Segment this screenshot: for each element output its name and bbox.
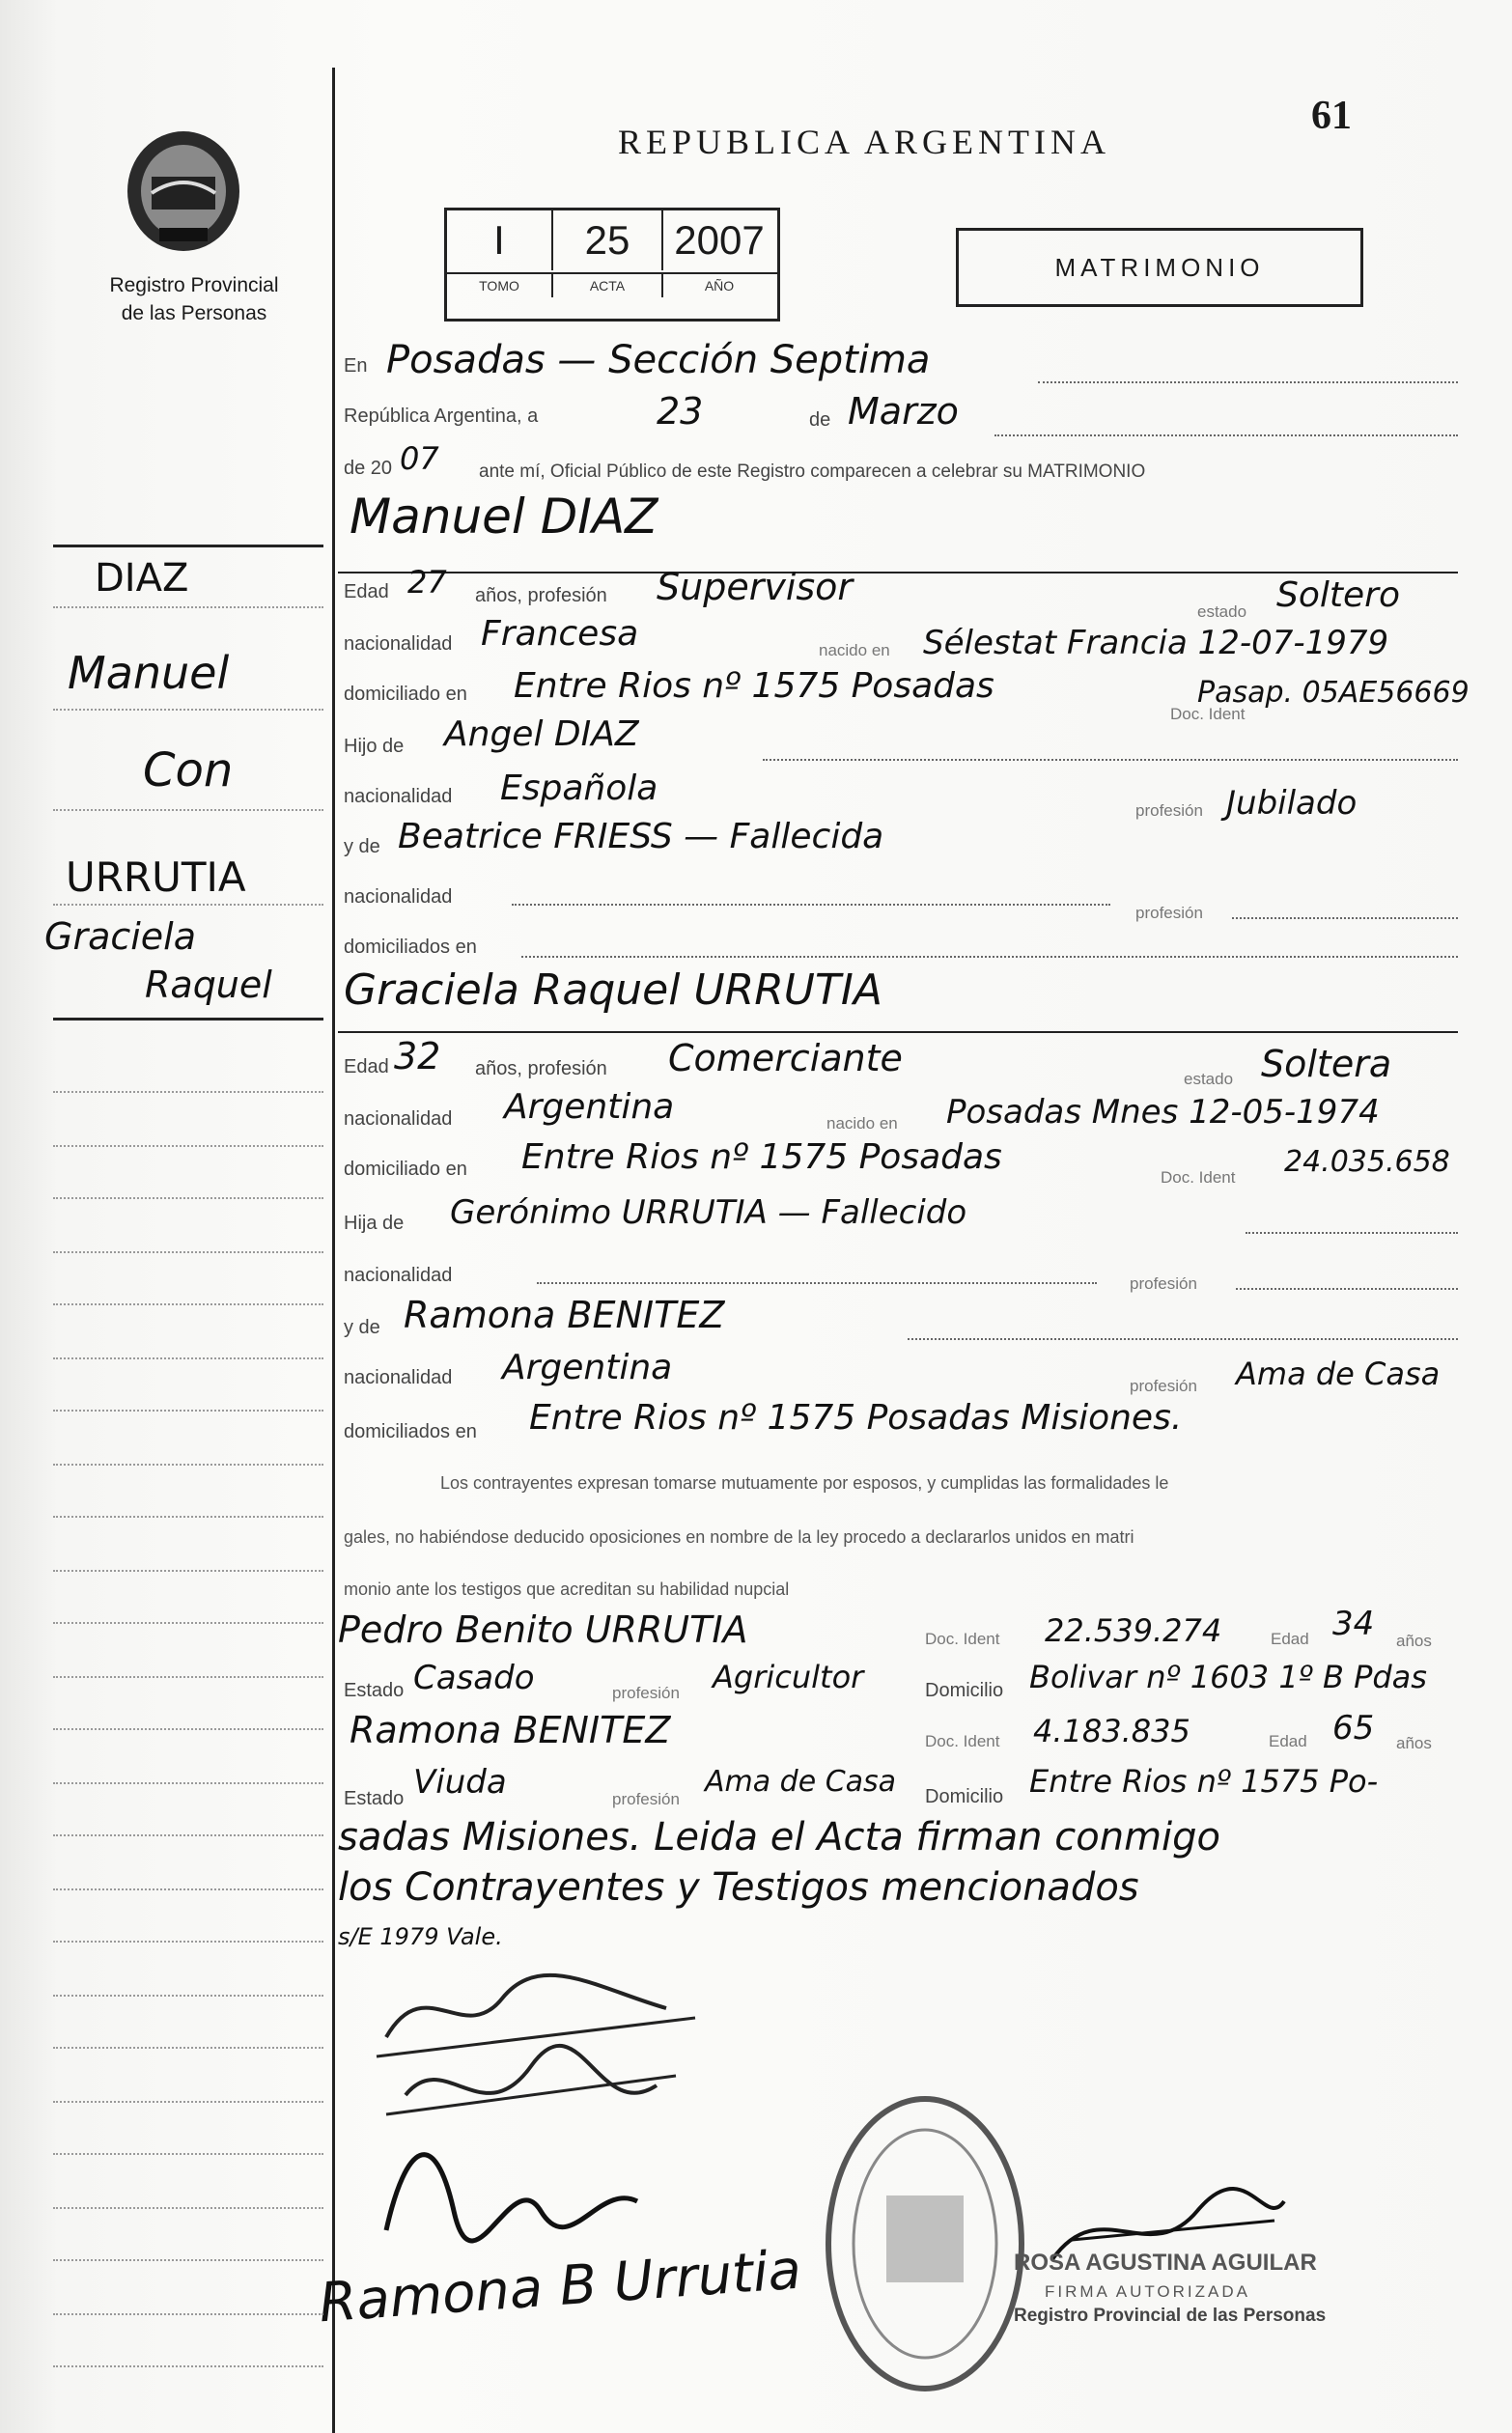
bride-father: Gerónimo URRUTIA — Fallecido: [450, 1193, 967, 1232]
label-edad-2: Edad: [344, 1056, 389, 1077]
label-anos-profesion: años, profesión: [475, 585, 607, 606]
label-profesion-6: profesión: [612, 1790, 680, 1808]
witness1-state: Casado: [413, 1659, 535, 1697]
label-y-de-2: y de: [344, 1317, 380, 1338]
page-number: 61: [1311, 94, 1352, 138]
label-republica: República Argentina, a: [344, 406, 539, 427]
bride-birth: Posadas Mnes 12-05-1974: [946, 1093, 1380, 1132]
label-profesion-4: profesión: [1130, 1377, 1197, 1395]
label-nacionalidad-5: nacionalidad: [344, 1265, 453, 1286]
groom-age: 27: [407, 564, 447, 601]
label-hijo-de: Hijo de: [344, 736, 405, 757]
bride-parents-address: Entre Rios nº 1575 Posadas Misiones.: [529, 1398, 1183, 1438]
label-profesion-3: profesión: [1130, 1274, 1197, 1293]
label-domicilio: Domicilio: [925, 1680, 1004, 1701]
bride-signature: Ramona B Urrutia: [317, 2238, 803, 2335]
label-anos-profesion-2: años, profesión: [475, 1058, 607, 1079]
place-value: Posadas — Sección Septima: [386, 338, 931, 382]
registry-line2: de las Personas: [121, 302, 267, 324]
margin-surname2: URRUTIA: [66, 853, 246, 901]
label-en: En: [344, 355, 368, 377]
bride-name: Graciela Raquel URRUTIA: [344, 965, 882, 1015]
groom-doc: Pasap. 05AE56669: [1197, 676, 1470, 710]
bride-nationality: Argentina: [504, 1087, 675, 1127]
label-doc-ident-2: Doc. Ident: [1161, 1168, 1236, 1187]
ante-text: ante mí, Oficial Público de este Registro comparecen a celebrar su MATRIMONIO: [479, 461, 1146, 482]
label-nacionalidad-6: nacionalidad: [344, 1367, 453, 1388]
label-nacionalidad-3: nacionalidad: [344, 886, 453, 908]
label-edad: Edad: [344, 581, 389, 602]
bride-profession: Comerciante: [668, 1037, 903, 1079]
label-estado-cap-2: Estado: [344, 1788, 405, 1809]
label-de: de: [809, 409, 831, 431]
label-profesion-2: profesión: [1135, 904, 1203, 922]
label-estado-2: estado: [1184, 1070, 1234, 1088]
label-estado: estado: [1197, 602, 1247, 621]
label-edad-3: Edad: [1271, 1630, 1309, 1648]
label-nacionalidad-4: nacionalidad: [344, 1108, 453, 1130]
month-value: Marzo: [848, 390, 959, 433]
witness1-doc: 22.539.274: [1045, 1612, 1222, 1649]
bride-mother-nationality: Argentina: [502, 1348, 673, 1387]
groom-father-profession: Jubilado: [1226, 784, 1358, 823]
acta-label: ACTA: [553, 274, 663, 297]
ano-value: 2007: [674, 217, 765, 263]
acta-value: 25: [553, 210, 663, 270]
tomo-value: I: [447, 210, 553, 270]
label-estado-cap: Estado: [344, 1680, 405, 1701]
label-doc-ident-4: Doc. Ident: [925, 1732, 1000, 1750]
statement-line1: Los contrayentes expresan tomarse mutuamente por esposos, y cumplidas las formalidades le: [440, 1473, 1169, 1493]
closing-line3: s/E 1979 Vale.: [338, 1923, 503, 1950]
groom-state: Soltero: [1276, 575, 1400, 615]
groom-nationality: Francesa: [481, 614, 639, 654]
act-type-box: MATRIMONIO: [956, 228, 1363, 307]
label-domicilio-2: Domicilio: [925, 1786, 1004, 1807]
bride-state: Soltera: [1261, 1043, 1392, 1085]
official-office: Registro Provincial de las Personas: [1014, 2306, 1327, 2326]
official-name: ROSA AGUSTINA AGUILAR: [1014, 2250, 1317, 2276]
witness2-doc: 4.183.835: [1033, 1713, 1190, 1749]
label-doc-ident-3: Doc. Ident: [925, 1630, 1000, 1648]
witness2-name: Ramona BENITEZ: [350, 1709, 671, 1751]
label-domiciliados-2: domiciliados en: [344, 1421, 477, 1442]
tomo-label: TOMO: [447, 274, 553, 297]
label-domiciliado-2: domiciliado en: [344, 1159, 467, 1180]
day-value: 23: [657, 390, 704, 433]
label-y-de: y de: [344, 836, 380, 857]
label-nacionalidad-2: nacionalidad: [344, 786, 453, 807]
label-profesion-5: profesión: [612, 1684, 680, 1702]
statement-line2: gales, no habiéndose deducido oposiciones en nombre de la ley procedo a declararlos unidos en matri: [344, 1527, 1134, 1547]
year-value: 07: [400, 440, 439, 477]
witness2-age: 65: [1332, 1709, 1375, 1748]
label-anos: años: [1396, 1632, 1432, 1650]
provincial-crest-icon: [121, 124, 246, 259]
label-nacido-en-2: nacido en: [826, 1114, 898, 1133]
bride-doc: 24.035.658: [1284, 1145, 1450, 1179]
margin-surname1: DIAZ: [95, 556, 189, 601]
bride-mother-profession: Ama de Casa: [1236, 1356, 1441, 1392]
closing-line1: sadas Misiones. Leida el Acta firman conmigo: [338, 1815, 1221, 1860]
registry-line1: Registro Provincial: [109, 274, 279, 296]
groom-profession: Supervisor: [657, 566, 854, 608]
label-de-year: de 20: [344, 458, 393, 479]
groom-address: Entre Rios nº 1575 Posadas: [514, 666, 994, 706]
witness2-address: Entre Rios nº 1575 Po-: [1029, 1763, 1379, 1800]
record-box: [444, 208, 780, 322]
signature-scribble-3: [348, 2105, 676, 2259]
label-edad-4: Edad: [1269, 1732, 1307, 1750]
ano-label: AÑO: [704, 278, 735, 294]
official-title: FIRMA AUTORIZADA: [1045, 2282, 1250, 2301]
official-seal-icon: [819, 2089, 1031, 2398]
witness2-profession: Ama de Casa: [705, 1765, 897, 1799]
witness1-address: Bolivar nº 1603 1º B Pdas: [1029, 1659, 1427, 1695]
label-anos-2: años: [1396, 1734, 1432, 1752]
label-nacido-en: nacido en: [819, 641, 890, 659]
witness1-age: 34: [1332, 1605, 1375, 1643]
bride-address: Entre Rios nº 1575 Posadas: [521, 1137, 1002, 1177]
label-hija-de: Hija de: [344, 1213, 405, 1234]
groom-name: Manuel DIAZ: [350, 489, 658, 545]
witness1-profession: Agricultor: [713, 1659, 864, 1695]
bride-age: 32: [394, 1035, 441, 1077]
label-domiciliados: domiciliados en: [344, 937, 477, 958]
groom-father-nationality: Española: [500, 769, 658, 808]
groom-birth: Sélestat Francia 12-07-1979: [923, 624, 1389, 662]
witness1-name: Pedro Benito URRUTIA: [338, 1608, 748, 1651]
closing-line2: los Contrayentes y Testigos mencionados: [338, 1865, 1139, 1910]
label-doc-ident: Doc. Ident: [1170, 705, 1246, 723]
margin-name1: Manuel: [68, 647, 230, 699]
margin-name2b: Raquel: [145, 964, 272, 1006]
label-domiciliado: domiciliado en: [344, 684, 467, 705]
country-title: REPUBLICA ARGENTINA: [618, 123, 1111, 161]
margin-con: Con: [143, 743, 234, 797]
statement-line3: monio ante los testigos que acreditan su habilidad nupcial: [344, 1580, 790, 1599]
margin-name2a: Graciela: [44, 915, 197, 958]
groom-father: Angel DIAZ: [444, 714, 639, 754]
margin-divider: [332, 68, 335, 2433]
label-profesion: profesión: [1135, 801, 1203, 820]
witness2-state: Viuda: [413, 1763, 507, 1802]
groom-mother: Beatrice FRIESS — Fallecida: [398, 817, 884, 856]
bride-mother: Ramona BENITEZ: [404, 1294, 725, 1336]
label-nacionalidad: nacionalidad: [344, 633, 453, 655]
